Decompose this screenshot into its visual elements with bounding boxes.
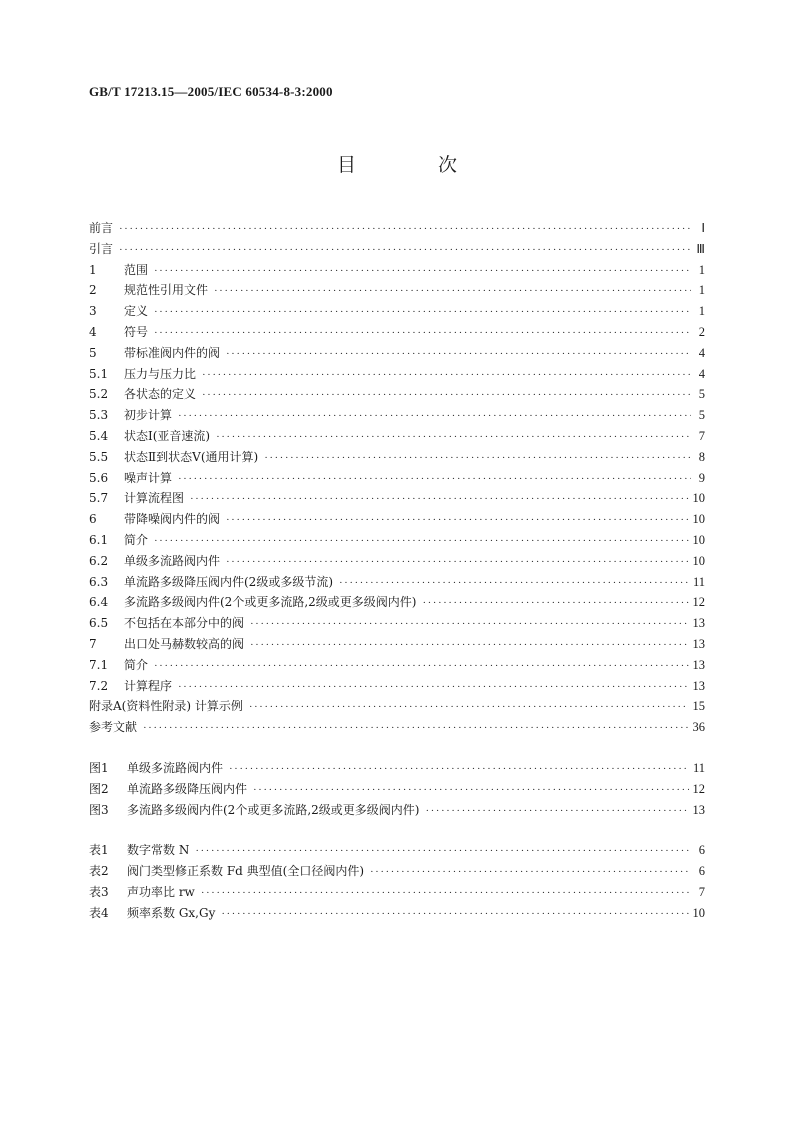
toc-entry-page: 15	[692, 699, 705, 714]
dot-leader	[253, 780, 688, 801]
toc-entry[interactable]	[89, 696, 705, 717]
toc-entry-page: 10	[692, 553, 705, 568]
toc-entry-label: 范围	[124, 262, 149, 277]
figure-entry-page: 12	[692, 781, 705, 796]
toc-entry-number: 5.1	[89, 366, 109, 381]
toc-entry[interactable]	[89, 634, 705, 655]
figure-entry[interactable]	[89, 800, 705, 821]
toc-entry-label: 状态Ⅰ(亚音速流)	[124, 428, 211, 443]
toc-entry-number: 6.4	[89, 595, 109, 610]
toc-entry-label: 多流路多级阀内件(2个或更多流路,2级或更多级阀内件)	[124, 595, 417, 610]
toc-entry-number: 5.3	[89, 408, 109, 423]
table-entry-label: 阀门类型修正系数 Fd 典型值(全口径阀内件)	[127, 864, 365, 879]
toc-entry[interactable]	[89, 488, 705, 509]
figure-entry[interactable]	[89, 779, 705, 800]
table-entry[interactable]	[89, 861, 705, 882]
toc-entry-label: 单流路多级降压阀内件(2级或多级节流)	[124, 574, 333, 589]
toc-entry-number: 6.2	[89, 553, 109, 568]
toc-entry-number: 2	[89, 283, 97, 298]
standard-code: GB/T 17213.15—2005/IEC 60534-8-3:2000	[89, 84, 333, 99]
toc-entry-label: 计算程序	[124, 678, 173, 693]
dot-leader	[226, 510, 688, 531]
toc-entry[interactable]	[89, 551, 705, 572]
figure-entry-page: 13	[692, 802, 705, 817]
toc-entry-label: 规范性引用文件	[124, 283, 209, 298]
toc-entry[interactable]	[89, 447, 705, 468]
dot-leader	[178, 406, 691, 427]
figure-entry-number: 图3	[89, 802, 109, 817]
toc-entry-label: 参考文献	[89, 720, 138, 735]
toc-entry-page: 11	[692, 574, 705, 589]
toc-entry-page: 13	[692, 616, 705, 631]
toc-entry-label: 简介	[124, 657, 149, 672]
toc-entry[interactable]	[89, 592, 705, 613]
toc-entry-number: 6	[89, 512, 97, 527]
toc-entry[interactable]	[89, 218, 705, 239]
dot-leader	[178, 469, 691, 490]
dot-leader	[216, 427, 691, 448]
dot-leader	[195, 841, 691, 862]
toc-entry[interactable]	[89, 655, 705, 676]
toc-tables	[89, 840, 705, 923]
dot-leader	[226, 344, 691, 365]
toc-entry-number: 7.2	[89, 678, 109, 693]
table-entry-page: 7	[698, 884, 705, 899]
toc-entry-page: 8	[698, 449, 705, 464]
toc-entry-label: 不包括在本部分中的阀	[124, 616, 245, 631]
toc-entry-page: 9	[698, 470, 705, 485]
toc-entry-number: 7	[89, 636, 97, 651]
toc-entry-label: 引言	[89, 241, 114, 256]
toc-entry[interactable]	[89, 301, 705, 322]
toc-entry-page: 13	[692, 636, 705, 651]
toc-entry-page: Ⅲ	[696, 241, 705, 256]
toc-entry-page: 13	[692, 657, 705, 672]
toc-entry-number: 6.1	[89, 532, 109, 547]
toc-entry-page: 5	[698, 387, 705, 402]
table-entry-page: 6	[698, 843, 705, 858]
toc-entry[interactable]	[89, 676, 705, 697]
figure-entry-label: 单流路多级降压阀内件	[127, 781, 248, 796]
toc-entry-page: 10	[692, 512, 705, 527]
dot-leader	[221, 904, 688, 925]
dot-leader	[226, 552, 688, 573]
toc-entry-label: 状态Ⅱ到状态Ⅴ(通用计算)	[124, 449, 259, 464]
toc-entry-page: 4	[698, 366, 705, 381]
toc-sections	[89, 218, 705, 738]
toc-entry-label: 定义	[124, 304, 149, 319]
figure-entry[interactable]	[89, 758, 705, 779]
toc-entry-label: 带降噪阀内件的阀	[124, 512, 221, 527]
dot-leader	[154, 656, 688, 677]
page-title: 目 次	[336, 154, 496, 176]
toc-entry[interactable]	[89, 509, 705, 530]
toc-entry-number: 6.3	[89, 574, 109, 589]
table-entry[interactable]	[89, 882, 705, 903]
toc-entry[interactable]	[89, 530, 705, 551]
toc-entry-label: 带标准阀内件的阀	[124, 345, 221, 360]
dot-leader	[154, 531, 688, 552]
dot-leader	[202, 365, 691, 386]
table-entry-label: 频率系数 Gx,Gy	[127, 905, 216, 920]
dot-leader	[119, 240, 691, 261]
toc-entry-label: 各状态的定义	[124, 387, 197, 402]
toc-entry[interactable]	[89, 717, 705, 738]
toc-entry-label: 符号	[124, 324, 149, 339]
table-entry-label: 数字常数 N	[127, 843, 190, 858]
table-entry-number: 表1	[89, 843, 109, 858]
toc-entry-number: 5.2	[89, 387, 109, 402]
dot-leader	[154, 302, 691, 323]
table-entry-number: 表3	[89, 884, 109, 899]
toc-entry[interactable]	[89, 343, 705, 364]
toc-entry-page: 7	[698, 428, 705, 443]
toc-entry[interactable]	[89, 364, 705, 385]
figure-entry-number: 图2	[89, 781, 109, 796]
toc-entry[interactable]	[89, 613, 705, 634]
toc-entry-number: 5.4	[89, 428, 109, 443]
figure-entry-label: 单级多流路阀内件	[127, 760, 224, 775]
toc-entry-label: 压力与压力比	[124, 366, 197, 381]
table-entry-page: 6	[698, 864, 705, 879]
dot-leader	[249, 697, 689, 718]
figure-entry-number: 图1	[89, 760, 109, 775]
toc-entry-label: 初步计算	[124, 408, 173, 423]
toc-entry[interactable]	[89, 468, 705, 489]
dot-leader	[250, 635, 688, 656]
toc-entry-page: 36	[692, 720, 705, 735]
toc-entry-label: 简介	[124, 532, 149, 547]
dot-leader	[214, 281, 691, 302]
toc-entry-label: 出口处马赫数较高的阀	[124, 636, 245, 651]
toc-entry-page: 2	[698, 324, 705, 339]
toc-entry-number: 6.5	[89, 616, 109, 631]
dot-leader	[425, 801, 688, 822]
table-entry-label: 声功率比 rw	[127, 884, 195, 899]
toc-entry-page: 13	[692, 678, 705, 693]
toc-entry-number: 3	[89, 304, 97, 319]
toc-entry-label: 单级多流路阀内件	[124, 553, 221, 568]
dot-leader	[229, 759, 689, 780]
dot-leader	[143, 718, 688, 739]
toc-entry[interactable]	[89, 260, 705, 281]
toc-entry-page: 12	[692, 595, 705, 610]
toc-entry-label: 噪声计算	[124, 470, 173, 485]
dot-leader	[190, 489, 688, 510]
toc-entry-number: 7.1	[89, 657, 109, 672]
toc-entry-number: 5	[89, 345, 97, 360]
dot-leader	[250, 614, 688, 635]
toc-entry-page: 4	[698, 345, 705, 360]
table-of-contents	[89, 218, 705, 924]
dot-leader	[202, 385, 691, 406]
toc-entry[interactable]	[89, 405, 705, 426]
toc-entry-label: 计算流程图	[124, 491, 185, 506]
toc-entry-label: 前言	[89, 221, 114, 235]
dot-leader	[422, 593, 688, 614]
dot-leader	[154, 323, 691, 344]
figure-entry-page: 11	[692, 760, 705, 775]
toc-entry[interactable]	[89, 572, 705, 593]
dot-leader	[370, 862, 691, 883]
toc-entry-page: Ⅰ	[701, 221, 705, 235]
toc-entry[interactable]	[89, 280, 705, 301]
table-entry-page: 10	[692, 905, 705, 920]
toc-entry[interactable]	[89, 322, 705, 343]
toc-entry[interactable]	[89, 426, 705, 447]
toc-entry-label: 附录A(资料性附录) 计算示例	[89, 699, 243, 714]
toc-entry[interactable]	[89, 384, 705, 405]
toc-entry-number: 4	[89, 324, 97, 339]
toc-entry-page: 10	[692, 532, 705, 547]
toc-entry-number: 5.6	[89, 470, 109, 485]
toc-entry-page: 1	[698, 262, 705, 277]
dot-leader	[264, 448, 691, 469]
toc-figures	[89, 758, 705, 820]
toc-entry[interactable]	[89, 239, 705, 260]
toc-entry-number: 5.7	[89, 491, 109, 506]
dot-leader	[119, 219, 691, 240]
table-entry-number: 表2	[89, 864, 109, 879]
dot-leader	[201, 883, 691, 904]
toc-entry-number: 1	[89, 262, 97, 277]
toc-entry-number: 5.5	[89, 449, 109, 464]
dot-leader	[154, 261, 691, 282]
table-entry[interactable]	[89, 840, 705, 861]
toc-entry-page: 1	[698, 304, 705, 319]
dot-leader	[178, 677, 688, 698]
dot-leader	[339, 573, 689, 594]
table-entry[interactable]	[89, 903, 705, 924]
toc-entry-page: 10	[692, 491, 705, 506]
toc-entry-page: 1	[698, 283, 705, 298]
figure-entry-label: 多流路多级阀内件(2个或更多流路,2级或更多级阀内件)	[127, 802, 420, 817]
toc-entry-page: 5	[698, 408, 705, 423]
table-entry-number: 表4	[89, 905, 109, 920]
